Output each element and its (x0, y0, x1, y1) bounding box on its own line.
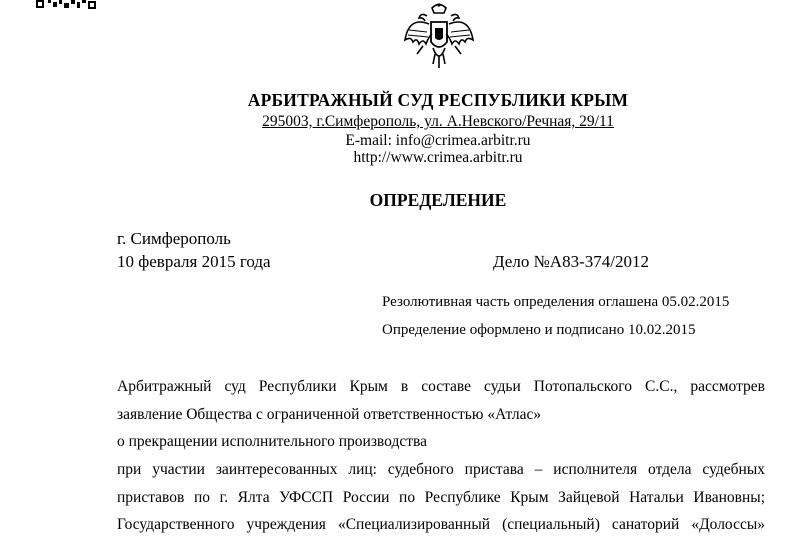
court-website: http://www.crimea.arbitr.ru (353, 149, 523, 166)
city: г. Симферополь (117, 229, 231, 248)
case-number: Дело №А83-374/2012 (493, 252, 649, 271)
signed-note: Определение оформлено и подписано 10.02.2015 (382, 322, 696, 338)
body-line: при участии заинтересованных лиц: судебного пристава – исполнителя отдела судебных (117, 461, 765, 478)
coat-of-arms-icon (399, 2, 479, 72)
court-address: 295003, г.Симферополь, ул. А.Невского/Речная, 29/11 (262, 113, 614, 130)
announced-note: Резолютивная часть определения оглашена 05.02.2015 (382, 294, 730, 310)
document-type: ОПРЕДЕЛЕНИЕ (369, 190, 507, 210)
body-line: приставов по г. Ялта УФССП России по Республике Крым Зайцевой Натальи Ивановны; (117, 489, 765, 506)
body-line: Арбитражный суд Республики Крым в составе судьи Потопальского С.С., рассмотрев (117, 378, 765, 395)
qr-code-fragment (36, 0, 106, 9)
court-email: E-mail: info@crimea.arbitr.ru (345, 132, 531, 149)
body-line: о прекращении исполнительного производства (117, 433, 427, 450)
court-name: АРБИТРАЖНЫЙ СУД РЕСПУБЛИКИ КРЫМ (247, 90, 629, 110)
body-line: заявление Общества с ограниченной ответственностью «Атлас» (117, 406, 542, 423)
body-line: Государственного учреждения «Специализированный (специальный) санаторий «Долоссы» (117, 516, 765, 533)
document-date: 10 февраля 2015 года (117, 252, 271, 271)
